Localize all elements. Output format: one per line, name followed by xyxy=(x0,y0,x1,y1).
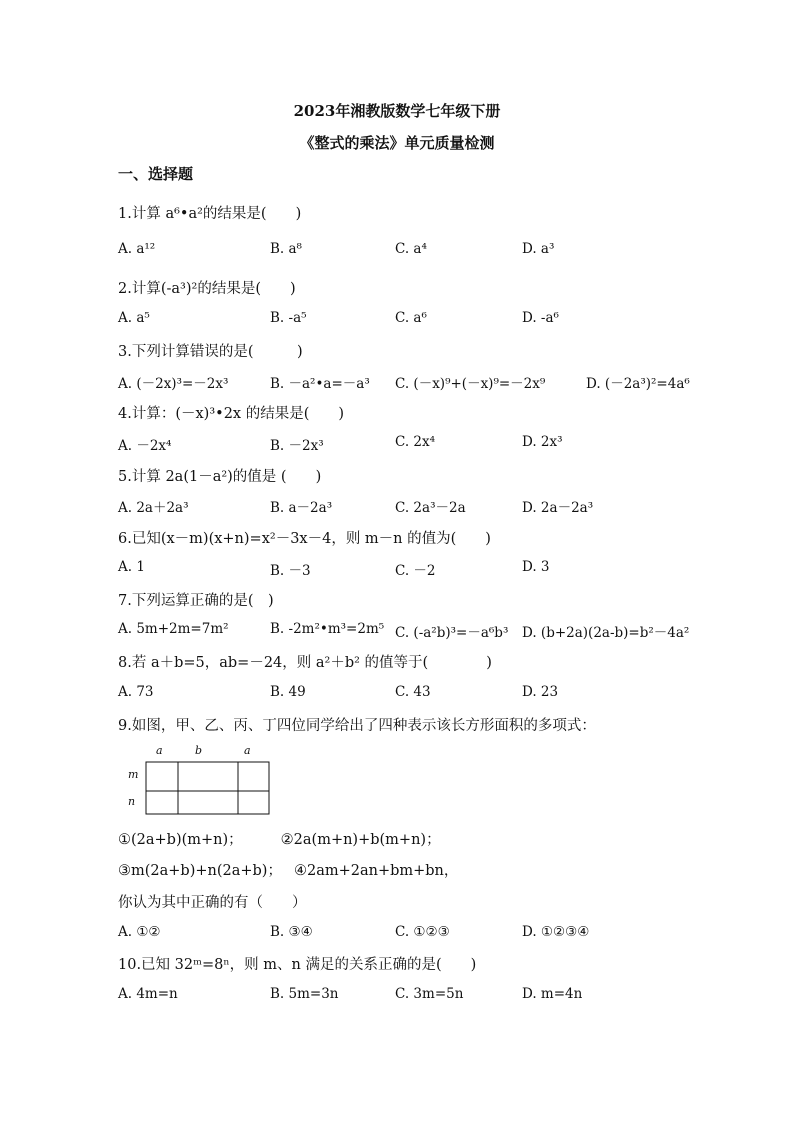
option-c: C. 3m=5n xyxy=(395,986,464,1002)
option-d: D. 3 xyxy=(522,559,550,575)
option-a: A. 5m+2m=7m² xyxy=(118,621,229,637)
figure-label-n: n xyxy=(128,795,136,808)
question-5-options xyxy=(118,496,758,516)
option-a: A. (－2x)³=－2x³ xyxy=(118,376,229,392)
expression-2: ②2a(m+n)+b(m+n)； xyxy=(280,832,441,848)
question-9-expressions-2 xyxy=(118,859,458,880)
question-9-ask: 你认为其中正确的有（ ） xyxy=(118,895,307,911)
option-a: A. ①② xyxy=(118,924,161,940)
option-d: D. a³ xyxy=(522,241,555,257)
option-b: B. a⁸ xyxy=(270,241,302,257)
option-c: C. (-a²b)³=－a⁶b³ xyxy=(395,625,509,641)
question-6-options xyxy=(118,559,758,579)
question-7-stem: 7.下列运算正确的是( ) xyxy=(118,593,274,609)
option-b: B. －a²•a=－a³ xyxy=(270,376,370,392)
question-9-stem: 9.如图，甲、乙、丙、丁四位同学给出了四种表示该长方形面积的多项式： xyxy=(118,718,596,734)
option-d: D. m=4n xyxy=(522,986,583,1002)
option-a: A. a⁵ xyxy=(118,310,150,326)
question-3-options xyxy=(118,372,758,392)
option-a: A. a¹² xyxy=(118,241,156,257)
figure-label-m: m xyxy=(128,768,139,781)
question-1-options xyxy=(118,241,758,261)
option-b: B. 5m=3n xyxy=(270,986,339,1002)
question-8-stem: 8.若 a＋b=5，ab=－24，则 a²＋b² 的值等于( ) xyxy=(118,655,492,671)
question-7-options xyxy=(118,621,758,641)
question-9-expressions-1 xyxy=(118,828,441,849)
option-d: D. 2a－2a³ xyxy=(522,500,594,516)
option-d: D. (b+2a)(2a-b)=b²－4a² xyxy=(522,625,690,641)
option-d: D. 2x³ xyxy=(522,434,563,450)
question-8-options xyxy=(118,684,758,704)
option-c: C. 2a³－2a xyxy=(395,500,466,516)
option-b: B. -a⁵ xyxy=(270,310,307,326)
option-a: A. 1 xyxy=(118,559,145,575)
question-4-options xyxy=(118,434,758,454)
option-c: C. a⁴ xyxy=(395,241,427,257)
question-2-stem: 2.计算(-a³)²的结果是( ) xyxy=(118,281,296,297)
option-d: D. ①②③④ xyxy=(522,924,590,940)
figure-label-b: b xyxy=(195,744,203,757)
option-a: A. 4m=n xyxy=(118,986,178,1002)
question-5-stem: 5.计算 2a(1－a²)的值是 ( ) xyxy=(118,469,322,485)
figure-label-a2: a xyxy=(244,744,251,757)
option-b: B. －2x³ xyxy=(270,438,324,454)
option-a: A. 2a＋2a³ xyxy=(118,500,189,516)
option-a: A. 73 xyxy=(118,684,154,700)
expression-4: ④2am+2an+bm+bn， xyxy=(293,863,459,879)
option-c: C. ①②③ xyxy=(395,924,450,940)
question-10-options xyxy=(118,986,758,1006)
title-line-1: 2023年湘教版数学七年级下册 xyxy=(293,102,501,120)
title-line-2: 《整式的乘法》单元质量检测 xyxy=(299,134,495,152)
option-b: B. －3 xyxy=(270,563,311,579)
question-2-options xyxy=(118,310,758,330)
section-title: 一、选择题 xyxy=(118,165,194,183)
option-b: B. ③④ xyxy=(270,924,313,940)
option-c: C. －2 xyxy=(395,563,436,579)
question-6-stem: 6.已知(x－m)(x+n)=x²－3x－4，则 m－n 的值为( ) xyxy=(118,531,491,547)
option-d: D. (－2a³)²=4a⁶ xyxy=(586,376,690,392)
question-9-options xyxy=(118,924,758,944)
expression-1: ①(2a+b)(m+n)； xyxy=(118,832,243,848)
option-c: C. a⁶ xyxy=(395,310,427,326)
question-4-stem: 4.计算：(－x)³•2x 的结果是( ) xyxy=(118,406,345,422)
rectangle-figure xyxy=(124,744,274,818)
option-c: C. 43 xyxy=(395,684,431,700)
question-3-stem: 3.下列计算错误的是( ) xyxy=(118,344,303,360)
option-a: A. －2x⁴ xyxy=(118,438,172,454)
option-c: C. 2x⁴ xyxy=(395,434,436,450)
option-b: B. -2m²•m³=2m⁵ xyxy=(270,621,385,637)
expression-3: ③m(2a+b)+n(2a+b)； xyxy=(118,863,282,879)
question-1-stem: 1.计算 a⁶•a²的结果是( ) xyxy=(118,206,302,222)
option-b: B. a－2a³ xyxy=(270,500,333,516)
option-c: C. (－x)⁹+(－x)⁹=－2x⁹ xyxy=(395,376,546,392)
figure-label-a1: a xyxy=(156,744,163,757)
question-10-stem: 10.已知 32ᵐ=8ⁿ，则 m、n 满足的关系正确的是( ) xyxy=(118,957,477,973)
option-d: D. 23 xyxy=(522,684,559,700)
option-d: D. -a⁶ xyxy=(522,310,559,326)
rectangle-grid xyxy=(124,744,274,818)
option-b: B. 49 xyxy=(270,684,306,700)
